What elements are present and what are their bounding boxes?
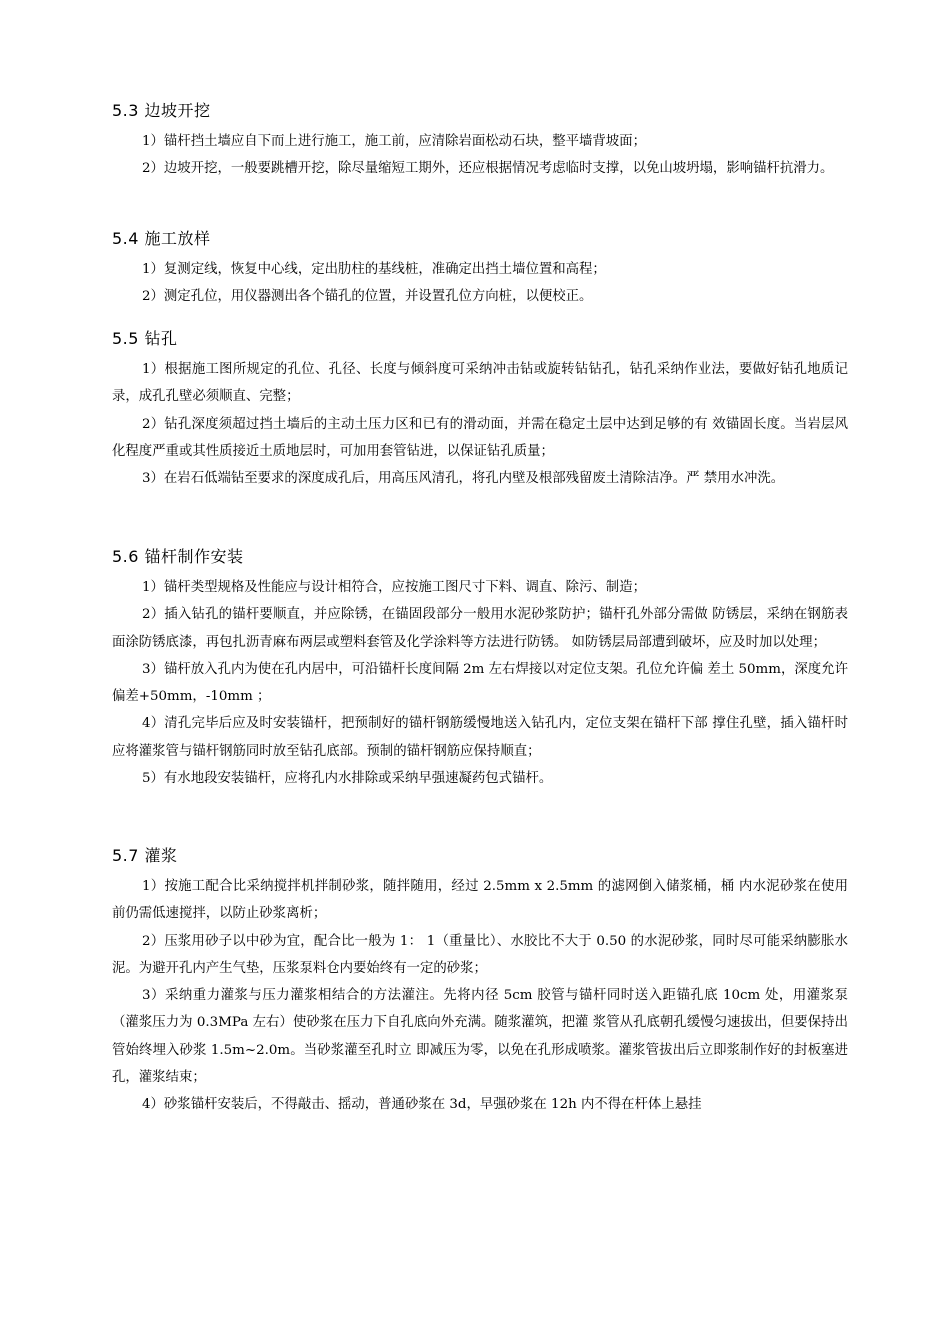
section-5-6 (112, 546, 848, 792)
paragraph: 1）锚杆类型规格及性能应与设计相符合，应按施工图尺寸下料、调直、除污、制造； (142, 580, 646, 595)
paragraph: 5）有水地段安装锚杆，应将孔内水排除或采纳早强速凝药包式锚杆。 (142, 771, 553, 787)
section-heading: 5.5 钻孔 (112, 329, 178, 348)
section-5-5 (112, 328, 848, 492)
section-heading: 5.4 施工放样 (112, 229, 211, 248)
section-heading: 5.7 灌浆 (112, 846, 178, 865)
paragraph: 4）清孔完毕后应及时安装锚杆，把预制好的锚杆钢筋缓慢地送入钻孔内，定位支架在锚杆下部 撑住孔壁，插入锚杆时应将灌浆管与锚杆钢筋同时放至钻孔底部。预制的锚杆钢筋应保持顺直； (112, 716, 848, 759)
paragraph: 3）锚杆放入孔内为使在孔内居中，可沿锚杆长度间隔 2m 左右焊接以对定位支架。孔位允许偏 差土 50mm，深度允许偏差+50mm，-10mm ； (112, 661, 848, 705)
section-heading: 5.3 边坡开挖 (112, 101, 211, 120)
section-5-4 (112, 228, 848, 311)
paragraph: 1）根据施工图所规定的孔位、孔径、长度与倾斜度可采纳冲击钻或旋转钻钻孔，钻孔采纳作业法，要做好钻孔地质记录，成孔孔壁必须顺直、完整； (112, 362, 848, 405)
paragraph: 1）复测定线，恢复中心线，定出肋柱的基线桩，准确定出挡土墙位置和高程； (142, 262, 606, 277)
section-5-3 (112, 100, 848, 183)
section-heading: 5.6 锚杆制作安装 (112, 547, 244, 566)
paragraph: 2）测定孔位，用仪器测出各个锚孔的位置，并设置孔位方向桩，以便校正。 (142, 289, 593, 305)
section-5-7 (112, 845, 848, 1119)
paragraph: 2）边坡开挖，一般要跳槽开挖，除尽量缩短工期外，还应根据情况考虑临时支撑，以免山坡坍塌，影响锚杆抗滑力。 (142, 161, 834, 177)
paragraph: 3）采纳重力灌浆与压力灌浆相结合的方法灌注。先将内径 5cm 胶管与锚杆同时送入距锚孔底 10cm 处，用灌浆泵（灌浆压力为 0.3MPa 左右）使砂浆在压力下自孔底向外充满。随浆灌筑，把灌 浆管从孔底朝孔缓慢匀速拔出，但要保持出管始终埋入砂浆 1.5m~2.0m。当砂浆灌至孔时立 即减压为零，以免在孔形成喷浆。灌浆管拔出后立即浆制作好的封板塞进孔，灌浆结束； (112, 988, 848, 1086)
paragraph: 4）砂浆锚杆安装后，不得敲击、摇动，普通砂浆在 3d，早强砂浆在 12h 内不得在杆体上悬挂 (142, 1097, 702, 1113)
paragraph: 2）钻孔深度须超过挡土墙后的主动土压力区和已有的滑动面，并需在稳定土层中达到足够的有 效锚固长度。当岩层风化程度严重或其性质接近土质地层时，可加用套管钻进，以保证钻孔质量； (112, 416, 848, 459)
paragraph: 1）按施工配合比采纳搅拌机拌制砂浆，随拌随用，经过 2.5mm x 2.5mm 的滤网倒入储浆桶，桶 内水泥砂浆在使用前仍需低速搅拌，以防止砂浆离析； (112, 879, 848, 922)
paragraph: 3）在岩石低端钻至要求的深度成孔后，用高压风清孔，将孔内壁及根部残留废土清除洁净。严 禁用水冲洗。 (142, 471, 785, 487)
paragraph: 1）锚杆挡土墙应自下而上进行施工，施工前，应清除岩面松动石块，整平墙背坡面； (142, 134, 646, 149)
paragraph: 2）压浆用砂子以中砂为宜，配合比一般为 1： 1（重量比）、水胶比不大于 0.50 的水泥砂浆，同时尽可能采纳膨胀水泥。为避开孔内产生气垫，压浆泵料仓内要始终有一定的砂浆； (112, 933, 848, 976)
paragraph: 2）插入钻孔的锚杆要顺直，并应除锈，在锚固段部分一般用水泥砂浆防护；锚杆孔外部分需做 防锈层，采纳在钢筋表面涂防锈底漆，再包扎沥青麻布两层或塑料套管及化学涂料等方法进行防锈。 如防锈层局部遭到破坏，应及时加以处理； (112, 607, 848, 650)
